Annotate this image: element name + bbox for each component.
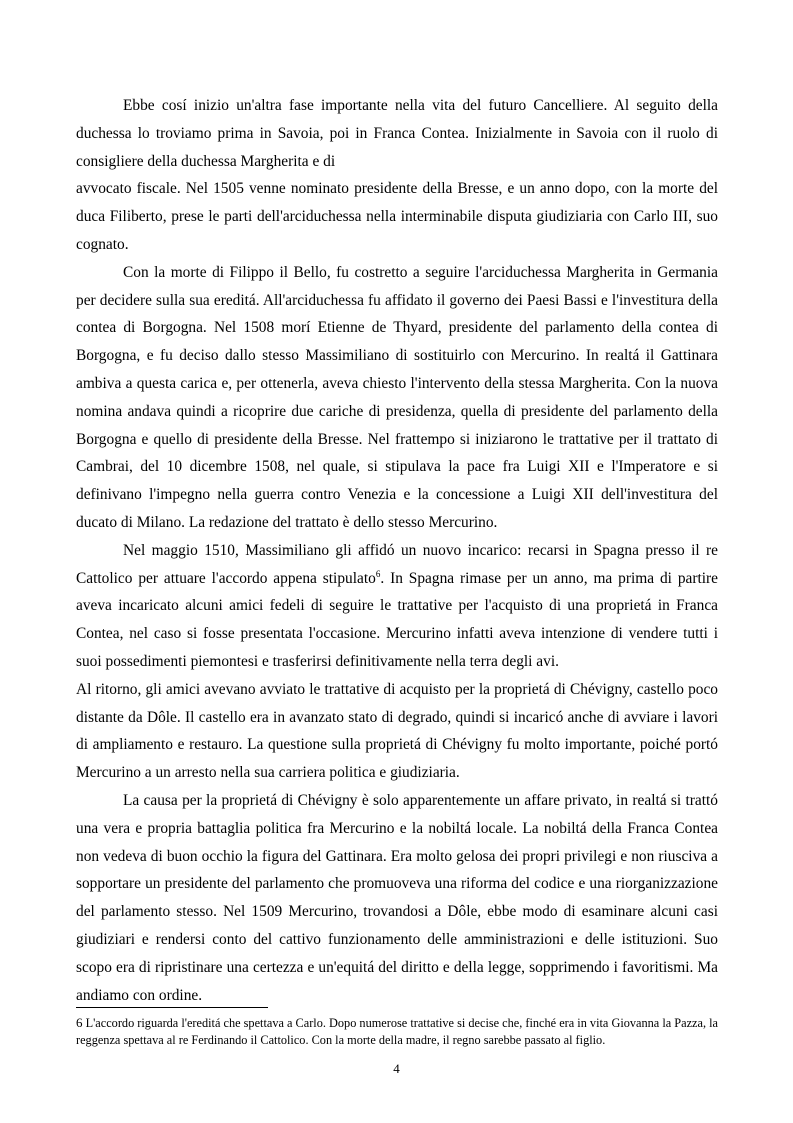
footnote-reference: 6 [375, 568, 381, 579]
footnote [76, 1014, 718, 1049]
paragraph-1: Ebbe cosí inizio un'altra fase importante nella vita del futuro Cancelliere. Al seguito della duchessa lo troviamo prima in Savoia, poi in Franca Contea. Inizialmente in Savoia con il ruolo di consigliere della duchessa Margherita e di [76, 97, 718, 170]
footnote-text: L'accordo riguarda l'ereditá che spettava a Carlo. Dopo numerose trattative si decise che, finché era in vita Giovanna la Pazza, la reggenza spettava al re Ferdinando il Cattolico. Con la morte della madre, il regno sarebbe passato al figlio. [76, 1016, 718, 1047]
page-number: 4 [393, 1061, 400, 1076]
footnote-number: 6 [76, 1015, 83, 1030]
paragraph-4 [76, 537, 718, 676]
paragraph-4-text-a: Nel maggio 1510, Massimiliano gli affidó un nuovo incarico: recarsi in Spagna presso il re Cattolico per attuare l'accordo appena stipulato [76, 541, 718, 587]
paragraph-5: Al ritorno, gli amici avevano avviato le trattative di acquisto per la proprietá di Chévigny, castello poco distante da Dôle. Il castello era in avanzato stato di degrado, quindi si incaricó anche di avviare i lavori di ampliamento e restauro. La questione sulla proprietá di Chévigny fu molto importante, poiché portó Mercurino a un arresto nella sua carriera politica e giudiziaria. [76, 680, 718, 782]
document-body [76, 92, 718, 1009]
paragraph-4-text-b: . In Spagna rimase per un anno, ma prima di partire aveva incaricato alcuni amici fedeli di seguire le trattative per l'acquisto di una proprietá in Franca Contea, nel caso si fosse presentata l'occasione. Mercurino infatti aveva intenzione di vendere tutti i suoi possedimenti piemontesi e trasferirsi definitivamente nella terra degli avi. [76, 569, 718, 670]
paragraph-2: avvocato fiscale. Nel 1505 venne nominato presidente della Bresse, e un anno dopo, con la morte del duca Filiberto, prese le parti dell'arciduchessa nella interminabile disputa giudiziaria con Carlo III, suo cognato. [76, 180, 718, 253]
paragraph-6: La causa per la proprietá di Chévigny è solo apparentemente un affare privato, in realtá si trattó una vera e propria battaglia politica fra Mercurino e la nobiltá locale. La nobiltá della Franca Contea non vedeva di buon occhio la figura del Gattinara. Era molto gelosa dei propri privilegi e non riusciva a sopportare un presidente del parlamento che promuoveva una riforma del codice e una riorganizzazione del parlamento stesso. Nel 1509 Mercurino, trovandosi a Dôle, ebbe modo di esaminare alcuni casi giudiziari e rendersi conto del cattivo funzionamento delle amministrazioni e delle istituzioni. Suo scopo era di ripristinare una certezza e un'equitá del diritto e della legge, sopprimendo i favoritismi. Ma andiamo con ordine. [76, 791, 718, 1004]
footnote-separator [76, 1007, 268, 1008]
paragraph-3: Con la morte di Filippo il Bello, fu costretto a seguire l'arciduchessa Margherita in Germania per decidere sulla sua ereditá. All'arciduchessa fu affidato il governo dei Paesi Bassi e l'investitura della contea di Borgogna. Nel 1508 morí Etienne de Thyard, presidente del parlamento della contea di Borgogna, e fu deciso dallo stesso Massimiliano di sostituirlo con Mercurino. In realtá il Gattinara ambiva a questa carica e, per ottenerla, aveva chiesto l'intervento della stessa Margherita. Con la nuova nomina andava quindi a ricoprire due cariche di presidenza, quella di presidente del parlamento della Borgogna e quello di presidente della Bresse. Nel frattempo si iniziarono le trattative per il trattato di Cambrai, del 10 dicembre 1508, nel quale, si stipulava la pace fra Luigi XII e l'Imperatore e si definivano l'impegno nella guerra contro Venezia e la concessione a Luigi XII dell'investitura del ducato di Milano. La redazione del trattato è dello stesso Mercurino. [76, 263, 718, 531]
